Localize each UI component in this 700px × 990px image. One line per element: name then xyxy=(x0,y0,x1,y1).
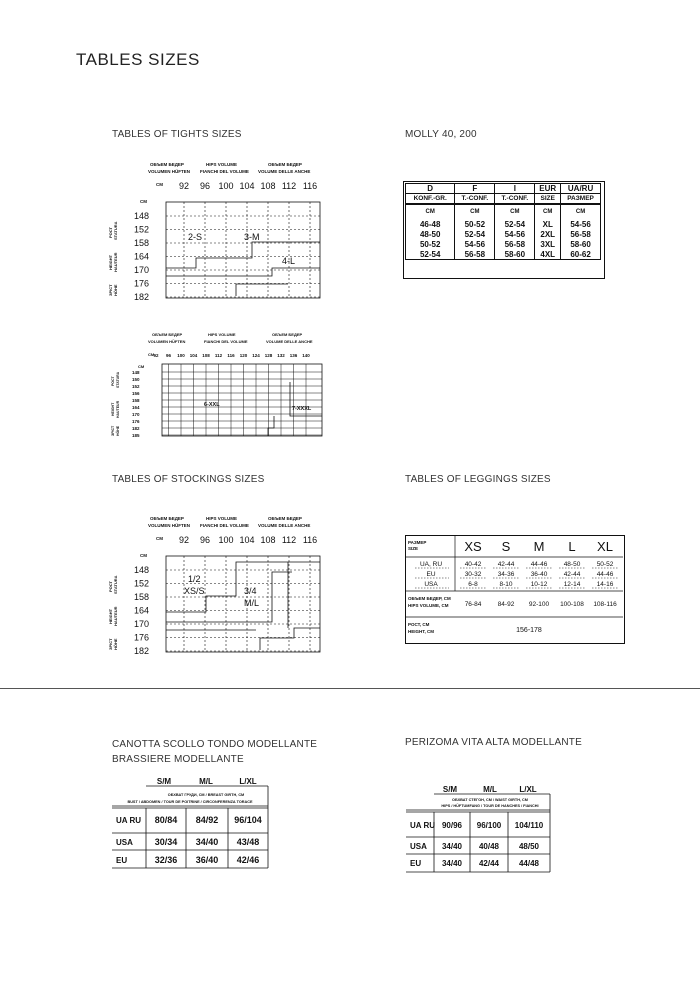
cm-label: CM xyxy=(156,182,163,187)
molly-section-title: MOLLY 40, 200 xyxy=(405,129,477,140)
hips-header-en: HIPS VOLUME xyxy=(208,332,236,337)
table-cell: 96/104 xyxy=(234,815,262,825)
table-cell: 48/50 xyxy=(518,842,540,851)
table-cell: 46-48 xyxy=(406,219,455,229)
x-tick-label: 140 xyxy=(302,353,310,358)
canotta-section-title xyxy=(112,737,317,767)
cm-label: CM xyxy=(140,553,147,558)
table-cell: 34/40 xyxy=(441,859,463,868)
table-header: UA/RU xyxy=(561,184,601,194)
hips-label-en: HIPS VOLUME, CM xyxy=(408,603,449,608)
axis-height-ua: ЗРІСТ xyxy=(111,425,115,436)
table-header: EUR xyxy=(535,184,561,194)
row-label: USA xyxy=(424,581,438,588)
molly-size-table xyxy=(405,183,601,260)
size-header: M/L xyxy=(483,785,497,794)
table-caption: ОБХВАТ СТЕГОН, СМ / WAIST GIRTH, CM xyxy=(452,798,528,802)
table-cell: 44/48 xyxy=(518,859,540,868)
y-tick-label: 148 xyxy=(134,211,150,221)
table-subheader: T.-CONF. xyxy=(495,194,535,205)
table-row xyxy=(406,229,601,239)
table-row xyxy=(406,194,601,205)
zone-label: 4-L xyxy=(282,256,296,266)
height-label-ru: РОСТ, СМ xyxy=(408,622,430,627)
axis-height-ru: РОСТ xyxy=(108,227,113,238)
y-tick-label: 148 xyxy=(132,370,140,375)
table-cell: 10-12 xyxy=(530,581,548,588)
y-tick-label: 170 xyxy=(134,619,150,629)
size-header: XS xyxy=(464,539,482,554)
row-label: EU xyxy=(426,571,436,578)
table-cell: 44-46 xyxy=(596,571,614,578)
table-cell: 30-32 xyxy=(464,571,482,578)
table-unit: CM xyxy=(561,204,601,219)
cm-label: CM xyxy=(148,352,155,357)
size-header: M xyxy=(533,539,545,554)
x-tick-label: 112 xyxy=(281,535,297,545)
x-tick-label: 112 xyxy=(214,353,223,358)
table-cell: 30/34 xyxy=(154,837,178,847)
tights-size-chart-2 xyxy=(108,330,328,440)
y-tick-label: 164 xyxy=(134,605,150,616)
leggings-section-title: TABLES OF LEGGINGS SIZES xyxy=(405,474,551,485)
hips-sub-it: FIANCHI DEL VOLUME xyxy=(200,523,249,528)
row-label: USA xyxy=(116,838,133,847)
section-divider xyxy=(0,688,700,689)
x-tick-label: 128 xyxy=(264,353,273,358)
table-cell: 52-54 xyxy=(495,219,535,229)
size-header: M/L xyxy=(199,777,213,786)
axis-height-fr: HAUTEUR xyxy=(116,400,120,418)
hips-header-en: HIPS VOLUME xyxy=(206,516,238,521)
axis-height-it: STATURA xyxy=(113,221,118,240)
table-cell: 100-108 xyxy=(560,601,584,608)
y-tick-label: 170 xyxy=(134,265,150,275)
zone-label: 1/2 xyxy=(188,574,201,584)
table-caption: HIPS / HÜFTUMFANG / TOUR DE HANCHES / FIANCHI xyxy=(441,804,539,808)
table-cell: 56-58 xyxy=(455,249,495,260)
table-cell: 96/100 xyxy=(476,821,502,830)
stockings-section-title: TABLES OF STOCKINGS SIZES xyxy=(112,474,265,485)
size-label-en: SIZE xyxy=(408,546,419,551)
zone-label: 2-S xyxy=(188,232,203,242)
axis-height-fr: HAUTEUR xyxy=(113,252,118,272)
table-cell: 50-52 xyxy=(406,239,455,249)
table-cell: 84-92 xyxy=(497,601,515,608)
y-tick-label: 158 xyxy=(132,398,140,403)
x-tick-label: 136 xyxy=(289,353,298,358)
table-header: I xyxy=(495,184,535,194)
table-cell: 80/84 xyxy=(154,815,178,825)
table-cell: 48-50 xyxy=(406,229,455,239)
height-value: 156-178 xyxy=(516,627,542,634)
table-row xyxy=(406,204,601,219)
table-cell: 58-60 xyxy=(561,239,601,249)
hips-header-ru: ОБЪЕМ БЕДЕР xyxy=(150,516,184,521)
size-header: S/M xyxy=(442,785,458,794)
perizoma-size-table xyxy=(404,782,554,876)
y-tick-label: 156 xyxy=(132,391,140,396)
y-tick-label: 176 xyxy=(134,632,150,643)
size-header: L/XL xyxy=(519,785,537,794)
cm-label: CM xyxy=(156,536,163,541)
y-tick-label: 158 xyxy=(134,238,150,248)
table-row xyxy=(406,239,601,249)
row-label: EU xyxy=(410,859,422,868)
table-row xyxy=(406,249,601,260)
y-tick-label: 170 xyxy=(132,412,140,417)
hips-header-ua: ОБЪЕМ БЕДЕР xyxy=(268,516,302,521)
x-tick-label: 132 xyxy=(277,353,285,358)
hips-sub-fr: VOLUME DELLE ANCHE xyxy=(258,523,311,528)
table-cell: 36/40 xyxy=(195,855,219,865)
size-header: L/XL xyxy=(239,777,257,786)
x-tick-label: 124 xyxy=(252,353,260,358)
table-cell: 42/44 xyxy=(478,859,500,868)
y-tick-label: 182 xyxy=(134,646,150,654)
table-cell: 34-36 xyxy=(497,571,515,578)
table-cell: 52-54 xyxy=(406,249,455,260)
x-tick-label: 108 xyxy=(202,353,210,358)
table-cell: 58-60 xyxy=(495,249,535,260)
x-tick-label: 104 xyxy=(239,535,255,545)
hips-sub-fr: VOLUME DELLE ANCHE xyxy=(258,169,311,174)
table-cell: 90/96 xyxy=(441,821,463,830)
table-row xyxy=(406,219,601,229)
x-tick-label: 120 xyxy=(239,353,248,358)
hips-sub-it: FIANCHI DEL VOLUME xyxy=(204,339,248,344)
table-cell: 40/48 xyxy=(478,842,500,851)
x-tick-label: 104 xyxy=(239,181,255,191)
x-tick-label: 96 xyxy=(199,535,211,545)
table-cell: 48-50 xyxy=(563,561,581,568)
x-tick-label: 100 xyxy=(218,181,234,191)
hips-header-ru: ОБЪЕМ БЕДЕР xyxy=(152,332,183,337)
table-cell: 54-56 xyxy=(455,239,495,249)
table-unit: CM xyxy=(535,204,561,219)
y-tick-label: 176 xyxy=(132,419,140,424)
table-header: F xyxy=(455,184,495,194)
table-cell: 76-84 xyxy=(464,601,482,608)
y-tick-label: 185 xyxy=(132,433,140,438)
canotta-size-table xyxy=(110,774,270,872)
table-row xyxy=(406,184,601,194)
hips-sub-de: VOLUMEN HÜFTEN xyxy=(148,523,190,528)
table-cell: 36-40 xyxy=(530,571,548,578)
stockings-size-chart xyxy=(108,512,328,654)
table-cell: 32/36 xyxy=(154,855,178,865)
axis-height-de: HÖHE xyxy=(116,425,120,436)
hips-header-ua: ОБЪЕМ БЕДЕР xyxy=(268,162,302,167)
size-header: S/M xyxy=(156,777,172,786)
row-label: UA, RU xyxy=(419,561,443,568)
table-cell: 56-58 xyxy=(495,239,535,249)
x-tick-label: 92 xyxy=(178,535,190,545)
hips-sub-de: VOLUMEN HÜFTEN xyxy=(148,169,190,174)
row-label: EU xyxy=(116,856,128,865)
y-tick-label: 150 xyxy=(132,377,140,382)
table-cell: 44-46 xyxy=(530,561,548,568)
axis-height-ua: ЗРІСТ xyxy=(108,284,113,296)
table-cell: 4XL xyxy=(535,249,561,260)
size-label-ru: РАЗМЕР xyxy=(408,540,427,545)
y-tick-label: 164 xyxy=(132,405,140,410)
table-cell: 56-58 xyxy=(561,229,601,239)
table-cell: 50-52 xyxy=(596,561,614,568)
zone-label: 3/4 xyxy=(244,586,257,596)
x-tick-label: 96 xyxy=(199,181,211,191)
y-tick-label: 182 xyxy=(134,292,150,300)
table-cell: 108-116 xyxy=(593,601,617,608)
size-header: XL xyxy=(597,539,613,554)
table-cell: 52-54 xyxy=(455,229,495,239)
table-cell: 12-14 xyxy=(563,581,581,588)
zone-label: M/L xyxy=(244,598,260,608)
canotta-title-line-1: CANOTTA SCOLLO TONDO MODELLANTE xyxy=(112,739,318,750)
x-tick-label: 104 xyxy=(189,353,198,358)
row-label: UA RU xyxy=(116,816,142,825)
axis-height-ua: ЗРІСТ xyxy=(108,638,113,650)
hips-sub-it: FIANCHI DEL VOLUME xyxy=(200,169,249,174)
table-cell: 42-44 xyxy=(563,571,581,578)
table-subheader: KONF.-GR. xyxy=(406,194,455,205)
table-subheader: T.-CONF. xyxy=(455,194,495,205)
hips-header-en: HIPS VOLUME xyxy=(206,162,238,167)
axis-height-en: HEIGHT xyxy=(108,608,113,624)
row-label: USA xyxy=(410,842,427,851)
x-tick-label: 92 xyxy=(153,353,159,358)
table-cell: 40-42 xyxy=(464,561,482,568)
hips-header-ru: ОБЪЕМ БЕДЕР xyxy=(150,162,184,167)
x-tick-label: 112 xyxy=(281,181,297,191)
table-subheader: РАЗМЕР xyxy=(561,194,601,205)
x-tick-label: 108 xyxy=(260,181,276,191)
x-tick-label: 100 xyxy=(177,353,185,358)
height-label-en: HEIGHT, CM xyxy=(408,629,435,634)
table-cell: 14-16 xyxy=(596,581,614,588)
table-cell: 50-52 xyxy=(455,219,495,229)
y-tick-label: 182 xyxy=(132,426,140,431)
table-cell: 54-56 xyxy=(495,229,535,239)
hips-label-ru: ОБЪЕМ БЕДЕР, СМ xyxy=(408,596,451,601)
axis-height-fr: HAUTEUR xyxy=(113,606,118,626)
y-tick-label: 152 xyxy=(132,384,140,389)
axis-height-en: HEIGHT xyxy=(111,402,115,416)
table-cell: 54-56 xyxy=(561,219,601,229)
table-cell: XL xyxy=(535,219,561,229)
table-header: D xyxy=(406,184,455,194)
table-cell: 60-62 xyxy=(561,249,601,260)
x-tick-label: 116 xyxy=(302,181,318,191)
table-cell: 92-100 xyxy=(528,601,550,608)
x-tick-label: 116 xyxy=(227,353,235,358)
table-subheader: SIZE xyxy=(535,194,561,205)
cm-label: CM xyxy=(138,364,145,369)
table-cell: 8-10 xyxy=(499,581,513,588)
y-tick-label: 152 xyxy=(134,224,150,235)
table-cell: 34/40 xyxy=(195,837,219,847)
axis-height-de: HÖHE xyxy=(113,638,118,650)
zone-label: 7-XXXL xyxy=(292,406,312,412)
zone-label: 3-M xyxy=(244,232,260,242)
canotta-title-line-2: BRASSIERE MODELLANTE xyxy=(112,754,244,765)
zone-label: XS/S xyxy=(184,586,205,596)
perizoma-section-title: PERIZOMA VITA ALTA MODELLANTE xyxy=(405,737,582,748)
x-tick-label: 100 xyxy=(218,535,234,545)
table-cell: 3XL xyxy=(535,239,561,249)
table-cell: 43/48 xyxy=(236,837,260,847)
x-tick-label: 92 xyxy=(178,181,190,191)
table-unit: CM xyxy=(495,204,535,219)
hips-sub-fr: VOLUME DELLE ANCHE xyxy=(266,339,313,344)
table-cell: 42/46 xyxy=(236,855,260,865)
size-header: S xyxy=(501,539,511,554)
tights-size-chart-1 xyxy=(108,158,328,300)
table-unit: CM xyxy=(406,204,455,219)
table-cell: 2XL xyxy=(535,229,561,239)
table-cell: 6-8 xyxy=(468,581,478,588)
axis-height-ru: РОСТ xyxy=(108,581,113,592)
size-header: L xyxy=(568,539,576,554)
x-tick-label: 108 xyxy=(260,535,276,545)
table-caption: ОБХВАТ ГРУДИ, СМ / BREAST GIRTH, CM xyxy=(167,793,245,797)
table-cell: 84/92 xyxy=(195,815,219,825)
leggings-size-table xyxy=(405,535,625,644)
axis-height-en: HEIGHT xyxy=(108,254,113,270)
table-unit: CM xyxy=(455,204,495,219)
axis-height-de: HÖHE xyxy=(113,284,118,296)
table-cell: 42-44 xyxy=(497,561,515,568)
zone-label: 6-XXL xyxy=(204,402,220,408)
y-tick-label: 152 xyxy=(134,578,150,589)
axis-height-ru: РОСТ xyxy=(111,376,115,386)
table-caption: BUST / ABDOMEN / TOUR DE POITRINE / CIRCONFERENZA TORACE xyxy=(127,800,253,804)
tights-section-title: TABLES OF TIGHTS SIZES xyxy=(112,129,242,140)
table-cell: 34/40 xyxy=(441,842,463,851)
x-tick-label: 96 xyxy=(165,353,172,358)
y-tick-label: 158 xyxy=(134,592,150,602)
table-cell: 104/110 xyxy=(514,821,544,830)
hips-header-ua: ОБЪЕМ БЕДЕР xyxy=(272,332,303,337)
axis-height-it: STATURA xyxy=(113,575,118,594)
cm-label: CM xyxy=(140,199,147,204)
axis-height-it: STATURA xyxy=(116,371,120,388)
y-tick-label: 176 xyxy=(134,278,150,289)
row-label: UA RU xyxy=(410,821,436,830)
hips-sub-de: VOLUMEN HÜFTEN xyxy=(148,339,186,344)
x-tick-label: 116 xyxy=(302,535,318,545)
y-tick-label: 148 xyxy=(134,565,150,575)
y-tick-label: 164 xyxy=(134,251,150,262)
page-title: TABLES SIZES xyxy=(76,50,200,69)
